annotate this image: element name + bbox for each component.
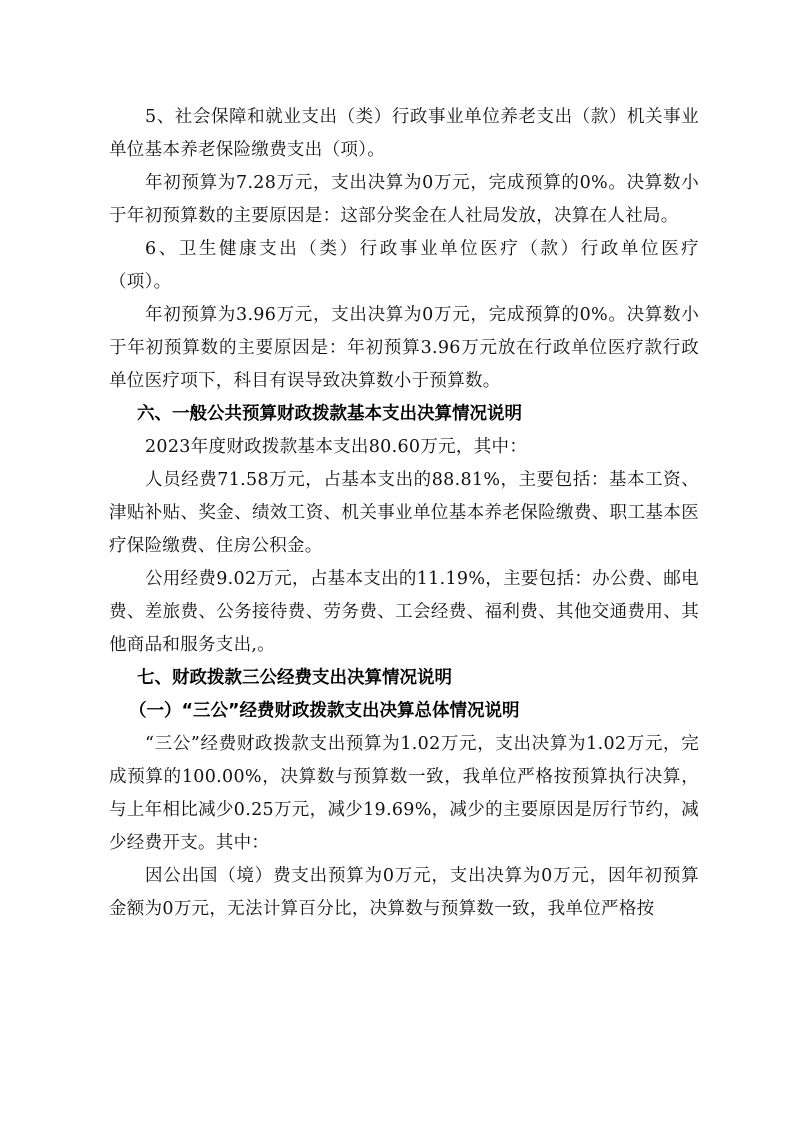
paragraph-item-6-heading: 6、卫生健康支出（类）行政事业单位医疗（款）行政单位医疗（项）。 (109, 239, 699, 292)
subsection-heading-7-1: （一）“三公”经费财政拨款支出决算总体情况说明 (129, 701, 520, 721)
paragraph-overseas-travel: 因公出国（境）费支出预算为0万元，支出决算为0万元，因年初预算金额为0万元，无法计算百分比，决算数与预算数一致，我单位严格按 (109, 866, 699, 919)
section-heading-7: 七、财政拨款三公经费支出决算情况说明 (137, 668, 452, 688)
paragraph-item-5-detail: 年初预算为7.28万元，支出决算为0万元，完成预算的0%。决算数小于年初预算数的主要原因是：这部分奖金在人社局发放，决算在人社局。 (109, 173, 699, 226)
paragraph-three-public-overview: “三公”经费财政拨款支出预算为1.02万元，支出决算为1.02万元，完成预算的100.00%，决算数与预算数一致，我单位严格按预算执行决算，与上年相比减少0.25万元，减少19.69%，减少的主要原因是厉行节约，减少经费开支。其中： (109, 734, 699, 853)
section-heading-6: 六、一般公共预算财政拨款基本支出决算情况说明 (137, 404, 522, 424)
paragraph-item-6-detail: 年初预算为3.96万元，支出决算为0万元，完成预算的0%。决算数小于年初预算数的主要原因是：年初预算3.96万元放在行政单位医疗款行政单位医疗项下，科目有误导致决算数小于预算数。 (109, 305, 699, 391)
document-body (109, 101, 699, 926)
paragraph-item-5-heading: 5、社会保障和就业支出（类）行政事业单位养老支出（款）机关事业单位基本养老保险缴费支出（项）。 (109, 107, 699, 160)
paragraph-personnel-expenses: 人员经费71.58万元，占基本支出的88.81%，主要包括：基本工资、津贴补贴、奖金、绩效工资、机关事业单位基本养老保险缴费、职工基本医疗保险缴费、住房公积金。 (109, 470, 699, 556)
paragraph-basic-expenditure-total: 2023年度财政拨款基本支出80.60万元，其中： (145, 437, 528, 457)
paragraph-public-expenses: 公用经费9.02万元，占基本支出的11.19%，主要包括：办公费、邮电费、差旅费、公务接待费、劳务费、工会经费、福利费、其他交通费用、其他商品和服务支出,。 (109, 569, 699, 655)
